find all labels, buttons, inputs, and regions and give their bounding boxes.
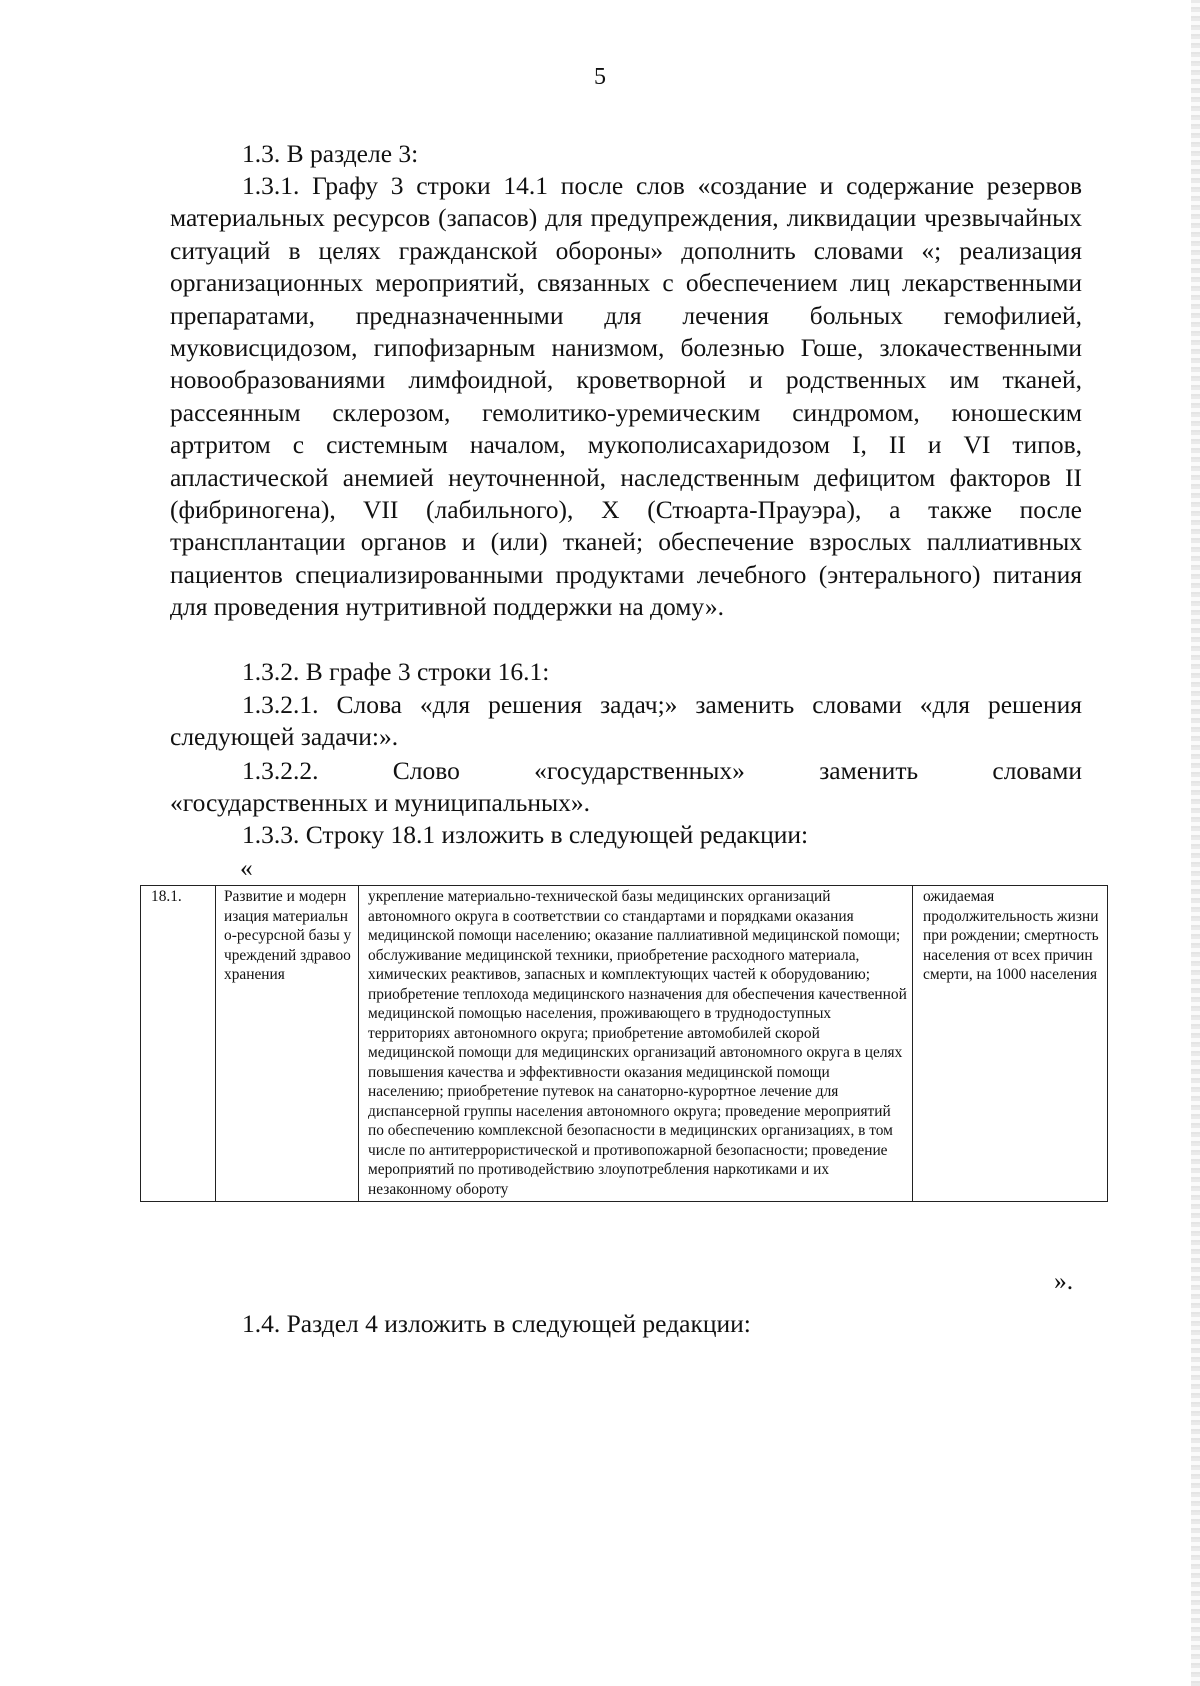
paragraph-1-4: 1.4. Раздел 4 изложить в следующей редакции:	[242, 1309, 751, 1338]
row-indicator-cell: ожидаемая продолжительность жизни при рождении; смертность населения от всех причин смерти, на 1000 населения	[913, 886, 1108, 1202]
paragraph-1-3: 1.3. В разделе 3:	[242, 139, 419, 168]
row-name-cell: Развитие и модернизация материально-ресурсной базы учреждений здравоохранения	[216, 886, 359, 1202]
paragraph-1-3-2-2-line2: «государственных и муниципальных».	[170, 788, 591, 817]
paragraph-1-3-3: 1.3.3. Строку 18.1 изложить в следующей редакции:	[242, 820, 809, 849]
row-18-1-table	[140, 885, 1108, 1202]
page-number: 5	[594, 64, 606, 90]
paragraph-1-3-1: 1.3.1. Графу 3 строки 14.1 после слов «создание и содержание резервов материальных ресурсов (запасов) для предупреждения, ликвидации чрезвычайных ситуаций в целях гражданской обороны» дополнить словами «; реализация организационных мероприятий, связанных с обеспечением лиц лекарственными препаратами, предназначенными для лечения больных гемофилией, муковисцидозом, гипофизарным нанизмом, болезнью Гоше, злокачественными новообразованиями лимфоидной, кроветворной и родственных им тканей, рассеянным склерозом, гемолитико-уремическим синдромом, юношеским артритом с системным началом, мукополисахаридозом I, II и VI типов, апластической анемией неуточненной, наследственным дефицитом факторов II (фибриногена), VII (лабильного), X (Стюарта-Прауэра), а также после трансплантации органов и (или) тканей; обеспечение взрослых паллиативных пациентов специализированными продуктами лечебного (энтерального) питания для проведения нутритивной поддержки на дому».	[170, 171, 1082, 622]
scan-edge	[1191, 0, 1200, 1686]
row-description-cell: укрепление материально-технической базы медицинских организаций автономного округа в соответствии со стандартами и порядками оказания медицинской помощи населению; оказание паллиативной медицинской помощи; обслуживание медицинской техники, приобретение расходного материала, химических реактивов, запасных и комплектующих частей к оборудованию; приобретение теплохода медицинского назначения для обеспечения качественной медицинской помощью населения, проживающего в труднодоступных территориях автономного округа; приобретение автомобилей скорой медицинской помощи для медицинских организаций автономного округа в целях повышения качества и эффективности оказания медицинской помощи населению; приобретение путевок на санаторно-курортное лечение для диспансерной группы населения автономного округа; проведение мероприятий по обеспечению комплексной безопасности в медицинских организациях, в том числе по антитеррористической и противопожарной безопасности; проведение мероприятий по противодействию злоупотребления наркотиками и их незаконному обороту	[359, 886, 913, 1202]
close-quote: ».	[1054, 1266, 1074, 1295]
paragraph-1-3-2-2-line1: 1.3.2.2. Слово «государственных» заменить словами	[242, 756, 1082, 785]
open-quote: «	[240, 853, 253, 882]
table-row	[141, 886, 1108, 1202]
paragraph-1-3-2-1: 1.3.2.1. Слова «для решения задач;» заменить словами «для решения следующей задачи:».	[170, 690, 1082, 752]
paragraph-1-3-2: 1.3.2. В графе 3 строки 16.1:	[242, 657, 550, 686]
row-number-cell: 18.1.	[141, 886, 216, 1202]
